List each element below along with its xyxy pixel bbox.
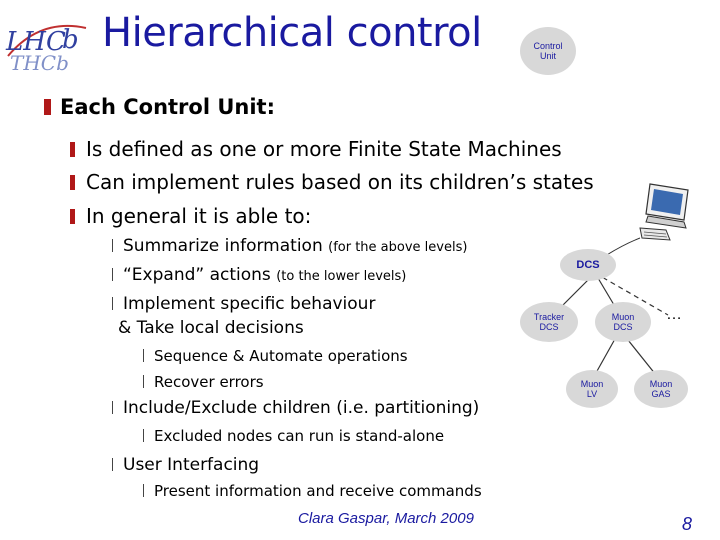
- bullet-rules: Can implement rules based on its children’s states: [70, 170, 594, 194]
- node-muon-gas: Muon GAS: [634, 370, 688, 408]
- svg-text:THCb: THCb: [10, 51, 69, 74]
- node-more-ellipsis: …: [666, 306, 682, 323]
- svg-text:LHC: LHC: [6, 27, 66, 57]
- page-number: 8: [682, 514, 693, 534]
- bullet-summarize: Summarize information (for the above levels): [112, 236, 467, 256]
- bullet-excluded: Excluded nodes can run is stand-alone: [143, 427, 444, 445]
- bullet-sequence: Sequence & Automate operations: [143, 347, 408, 365]
- node-muon-dcs: Muon DCS: [595, 302, 651, 342]
- bullet-each-control-unit: Each Control Unit:: [44, 95, 275, 119]
- node-muon-lv: Muon LV: [566, 370, 618, 408]
- page-title: Hierarchical control: [102, 10, 482, 56]
- node-dcs: DCS: [560, 249, 616, 281]
- bullet-present: Present information and receive commands: [143, 482, 482, 500]
- bullet-implement-line2: & Take local decisions: [118, 318, 304, 338]
- bullet-fsm: Is defined as one or more Finite State Machines: [70, 137, 562, 161]
- bullet-expand: “Expand” actions (to the lower levels): [112, 265, 406, 285]
- bullet-implement: Implement specific behaviour: [112, 294, 375, 314]
- control-unit-badge: Control Unit: [520, 27, 576, 75]
- node-tracker-dcs: Tracker DCS: [520, 302, 578, 342]
- bullet-user-interfacing: User Interfacing: [112, 455, 259, 475]
- svg-text:b: b: [62, 25, 79, 55]
- computer-icon: [636, 180, 692, 250]
- footer-author-date: Clara Gaspar, March 2009: [298, 510, 474, 527]
- bullet-recover: Recover errors: [143, 373, 264, 391]
- bullet-able-to: In general it is able to:: [70, 204, 311, 228]
- bullet-include: Include/Exclude children (i.e. partitioning): [112, 398, 479, 418]
